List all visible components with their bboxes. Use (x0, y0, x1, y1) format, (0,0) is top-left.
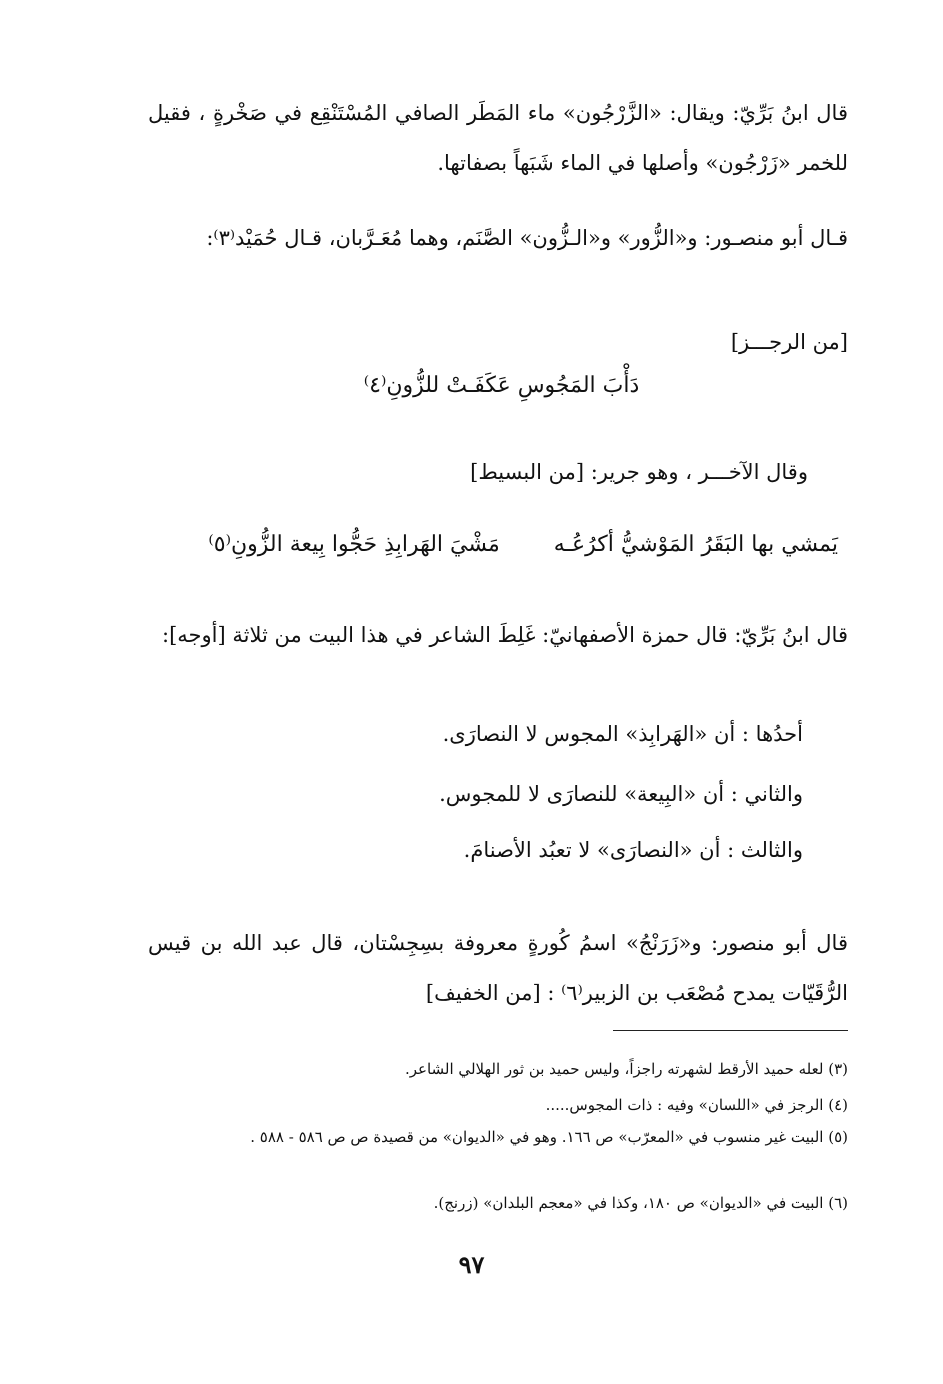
footnote-5: (٥) البيت غير منسوب في «المعرّب» ص ١٦٦. وهو في «الديوان» من قصيدة ص ص ٥٨٦ - ٥٨٨ . (250, 1128, 848, 1146)
paragraph-ibn-barri-zarjun: قال ابنُ بَرِّيّ: ويقال: «الزَّرْجُون» ماء المَطَر الصافي المُسْتَنْقِع في صَخْرةٍ ، فقيل للخمر «زَرْجُون» وأصلها في الماء شَبَهاً بصفاتها. (148, 101, 848, 175)
page-number: ٩٧ (458, 1250, 485, 1279)
footnote-6: (٦) البيت في «الديوان» ص ١٨٠، وكذا في «معجم البلدان» (زرنج). (433, 1194, 848, 1212)
verse-line-jarir (98, 532, 838, 557)
verse-hemistich-first: يَمشي بها البَقَرُ المَوْشيُّ أكرُعُـه (553, 532, 838, 557)
footnote-3: (٣) لعله حميد الأرقط لشهرته راجزاً، وليس حميد بن ثور الهلالي الشاعر. (404, 1060, 848, 1078)
list-item-second: والثاني : أن «البِيعة» للنصارَى لا للمجوس. (439, 782, 803, 806)
paragraph-jarir-intro: وقال الآخـــر ، وهو جرير: [من البسيط] (470, 460, 808, 484)
footnote-separator (613, 1030, 848, 1031)
paragraph-hamza-isfahani: قال ابنُ بَرِّيّ: قال حمزة الأصفهانيّ: غَلِطَ الشاعر في هذا البيت من ثلاثة [أوجه]: (162, 623, 848, 647)
meter-label-rajaz: [من الرجـــز] (730, 330, 848, 354)
list-item-third: والثالث : أن «النصارَى» لا تعبُد الأصنامَ. (463, 838, 803, 862)
list-item-first: أحدُها : أن «الهَرابِذ» المجوس لا النصارَى. (442, 722, 803, 746)
verse-line-rajaz: دَأْبَ المَجُوسِ عَكَفَـتْ للزُّونِ⁽٤⁾ (363, 373, 640, 398)
paragraph-abu-mansur-zur: قـال أبو منصـور: و«الزُّور» و«الـزُّون» الصَّنَم، وهما مُعَـرَّبان، قـال حُمَيْد⁽٣⁾: (206, 226, 848, 250)
footnote-4: (٤) الرجز في «اللسان» وفيه : ذات المجوس..... (545, 1096, 848, 1114)
paragraph-zaranj: قال أبو منصور: و«زَرَنْجُ» اسمُ كُورةٍ معروفة بسِجِسْتان، قال عبد الله بن قيس الرُّقَيّات يمدح مُصْعَب بن الزبير⁽٦⁾ : [من الخفيف] (148, 931, 848, 1005)
verse-hemistich-second: مَشْيَ الهَرابِذِ حَجُّوا بِيعة الزُّونِ⁽٥⁾ (208, 532, 500, 557)
